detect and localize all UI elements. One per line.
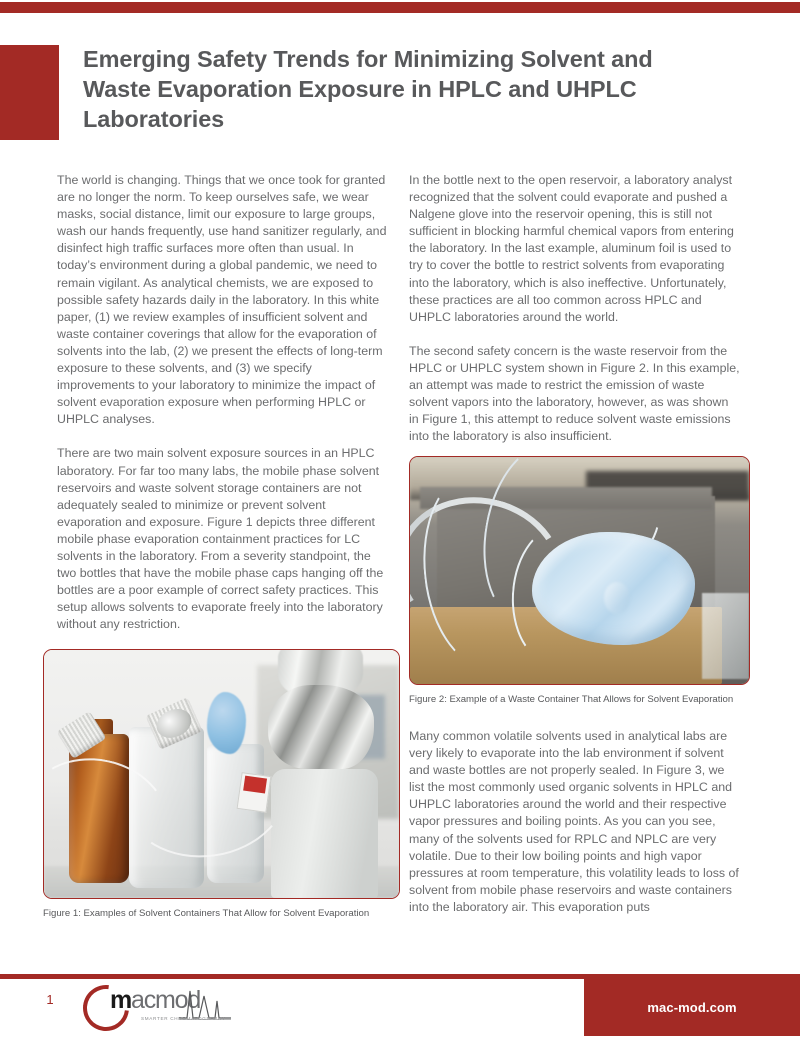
footer-website-link[interactable]: mac-mod.com [647, 1000, 737, 1015]
page-title: Emerging Safety Trends for Minimizing Solvent and Waste Evaporation Exposure in HPLC and UHPLC Laboratories [83, 46, 653, 132]
column-left [57, 172, 389, 650]
page-number: 1 [46, 992, 54, 1007]
photo-wipe-fold [604, 582, 630, 614]
solvent-bottles-photo [44, 650, 399, 898]
title-accent-block [0, 45, 59, 140]
figure-1-caption: Figure 1: Examples of Solvent Containers That Allow for Solvent Evaporation [43, 908, 370, 919]
photo-hazard-label [237, 772, 272, 813]
macmod-logo[interactable] [83, 985, 233, 1031]
paragraph: Many common volatile solvents used in analytical labs are very likely to evaporate into the lab environment if solvent and waste bottles are not properly sealed. In Figure 3, we list the most commonly used organic solvents in HPLC and UHPLC laboratories around the world and their respective vapor pressures and boiling points. As you can you see, many of the solvents used for RPLC and NPLC are very volatile. Due to their low boiling points and high vapor pressures at room temperature, this volatility leads to loss of solvent from mobile phase reservoirs and waste containers into the laboratory air. This evaporation puts [409, 729, 739, 914]
paragraph: The world is changing. Things that we once took for granted are no longer the norm. To keep ourselves safe, we wear masks, social distance, limit our exposure to large groups, wash our hands frequently, use hand sanitizer regularly, and disinfect high traffic surfaces more often than usual. In today’s environment during a global pandemic, we need to remain vigilant. As analytical chemists, we are exposed to possible safety hazards daily in the laboratory. In this white paper, (1) we review examples of insufficient solvent and waste container coverings that allow for the evaporation of solvents into the lab, (2) we present the effects of long-term exposure to these solvents, and (3) we specify improvements to your laboratory to minimize the impact of solvent evaporation exposure when performing HPLC or UHPLC analyses. [57, 173, 387, 427]
column-right [409, 172, 741, 462]
photo-glass-bottle [702, 593, 749, 679]
logo-tagline: SMARTER CHROMATOGRAPHY [141, 1016, 226, 1021]
paragraph: The second safety concern is the waste reservoir from the HPLC or UHPLC system shown in Figure 2. In this example, an attempt was made to restrict the emission of waste solvent vapors into the laboratory, however, as was shown in Figure 1, this attempt to reduce solvent waste emissions into the laboratory is also insufficient. [409, 343, 740, 444]
figure-2-caption: Figure 2: Example of a Waste Container That Allows for Solvent Evaporation [409, 694, 734, 705]
photo-blue-lab-wipe [532, 532, 695, 646]
top-accent-bar [0, 2, 800, 13]
paragraph: There are two main solvent exposure sources in an HPLC laboratory. For far too many labs, the mobile phase solvent reservoirs and waste solvent storage containers are not adequately sealed to minimize or prevent solvent evaporation and exposure. Figure 1 depicts three different mobile phase evaporation containment practices for LC solvents in the laboratory. From a severity standpoint, the two bottles that have the mobile phase caps hanging off the bottles are a poor example of correct safety practices. This setup allows solvents to evaporate freely into the laboratory without any restriction. [57, 446, 384, 632]
logo-m-glyph: m [110, 986, 132, 1014]
figure-2 [409, 456, 750, 706]
paragraph: In the bottle next to the open reservoir, a laboratory analyst recognized that the solvent could evaporate and pushed a Nalgene glove into the reservoir opening, this is still not sufficient in blocking harmful chemical vapors from entering the laboratory. In the last example, aluminum foil is used to try to cover the bottle to restrict solvents from evaporating into the laboratory, which is also ineffective. Unfortunately, these practices are all too common across HPLC and UHPLC laboratories around the world. [409, 173, 734, 324]
column-right-continued [409, 728, 741, 916]
figure-1-image [43, 649, 400, 899]
logo-wordmark-rest: acmod [131, 986, 201, 1014]
waste-container-photo [410, 457, 749, 684]
figure-2-image [409, 456, 750, 685]
figure-1 [43, 649, 400, 920]
